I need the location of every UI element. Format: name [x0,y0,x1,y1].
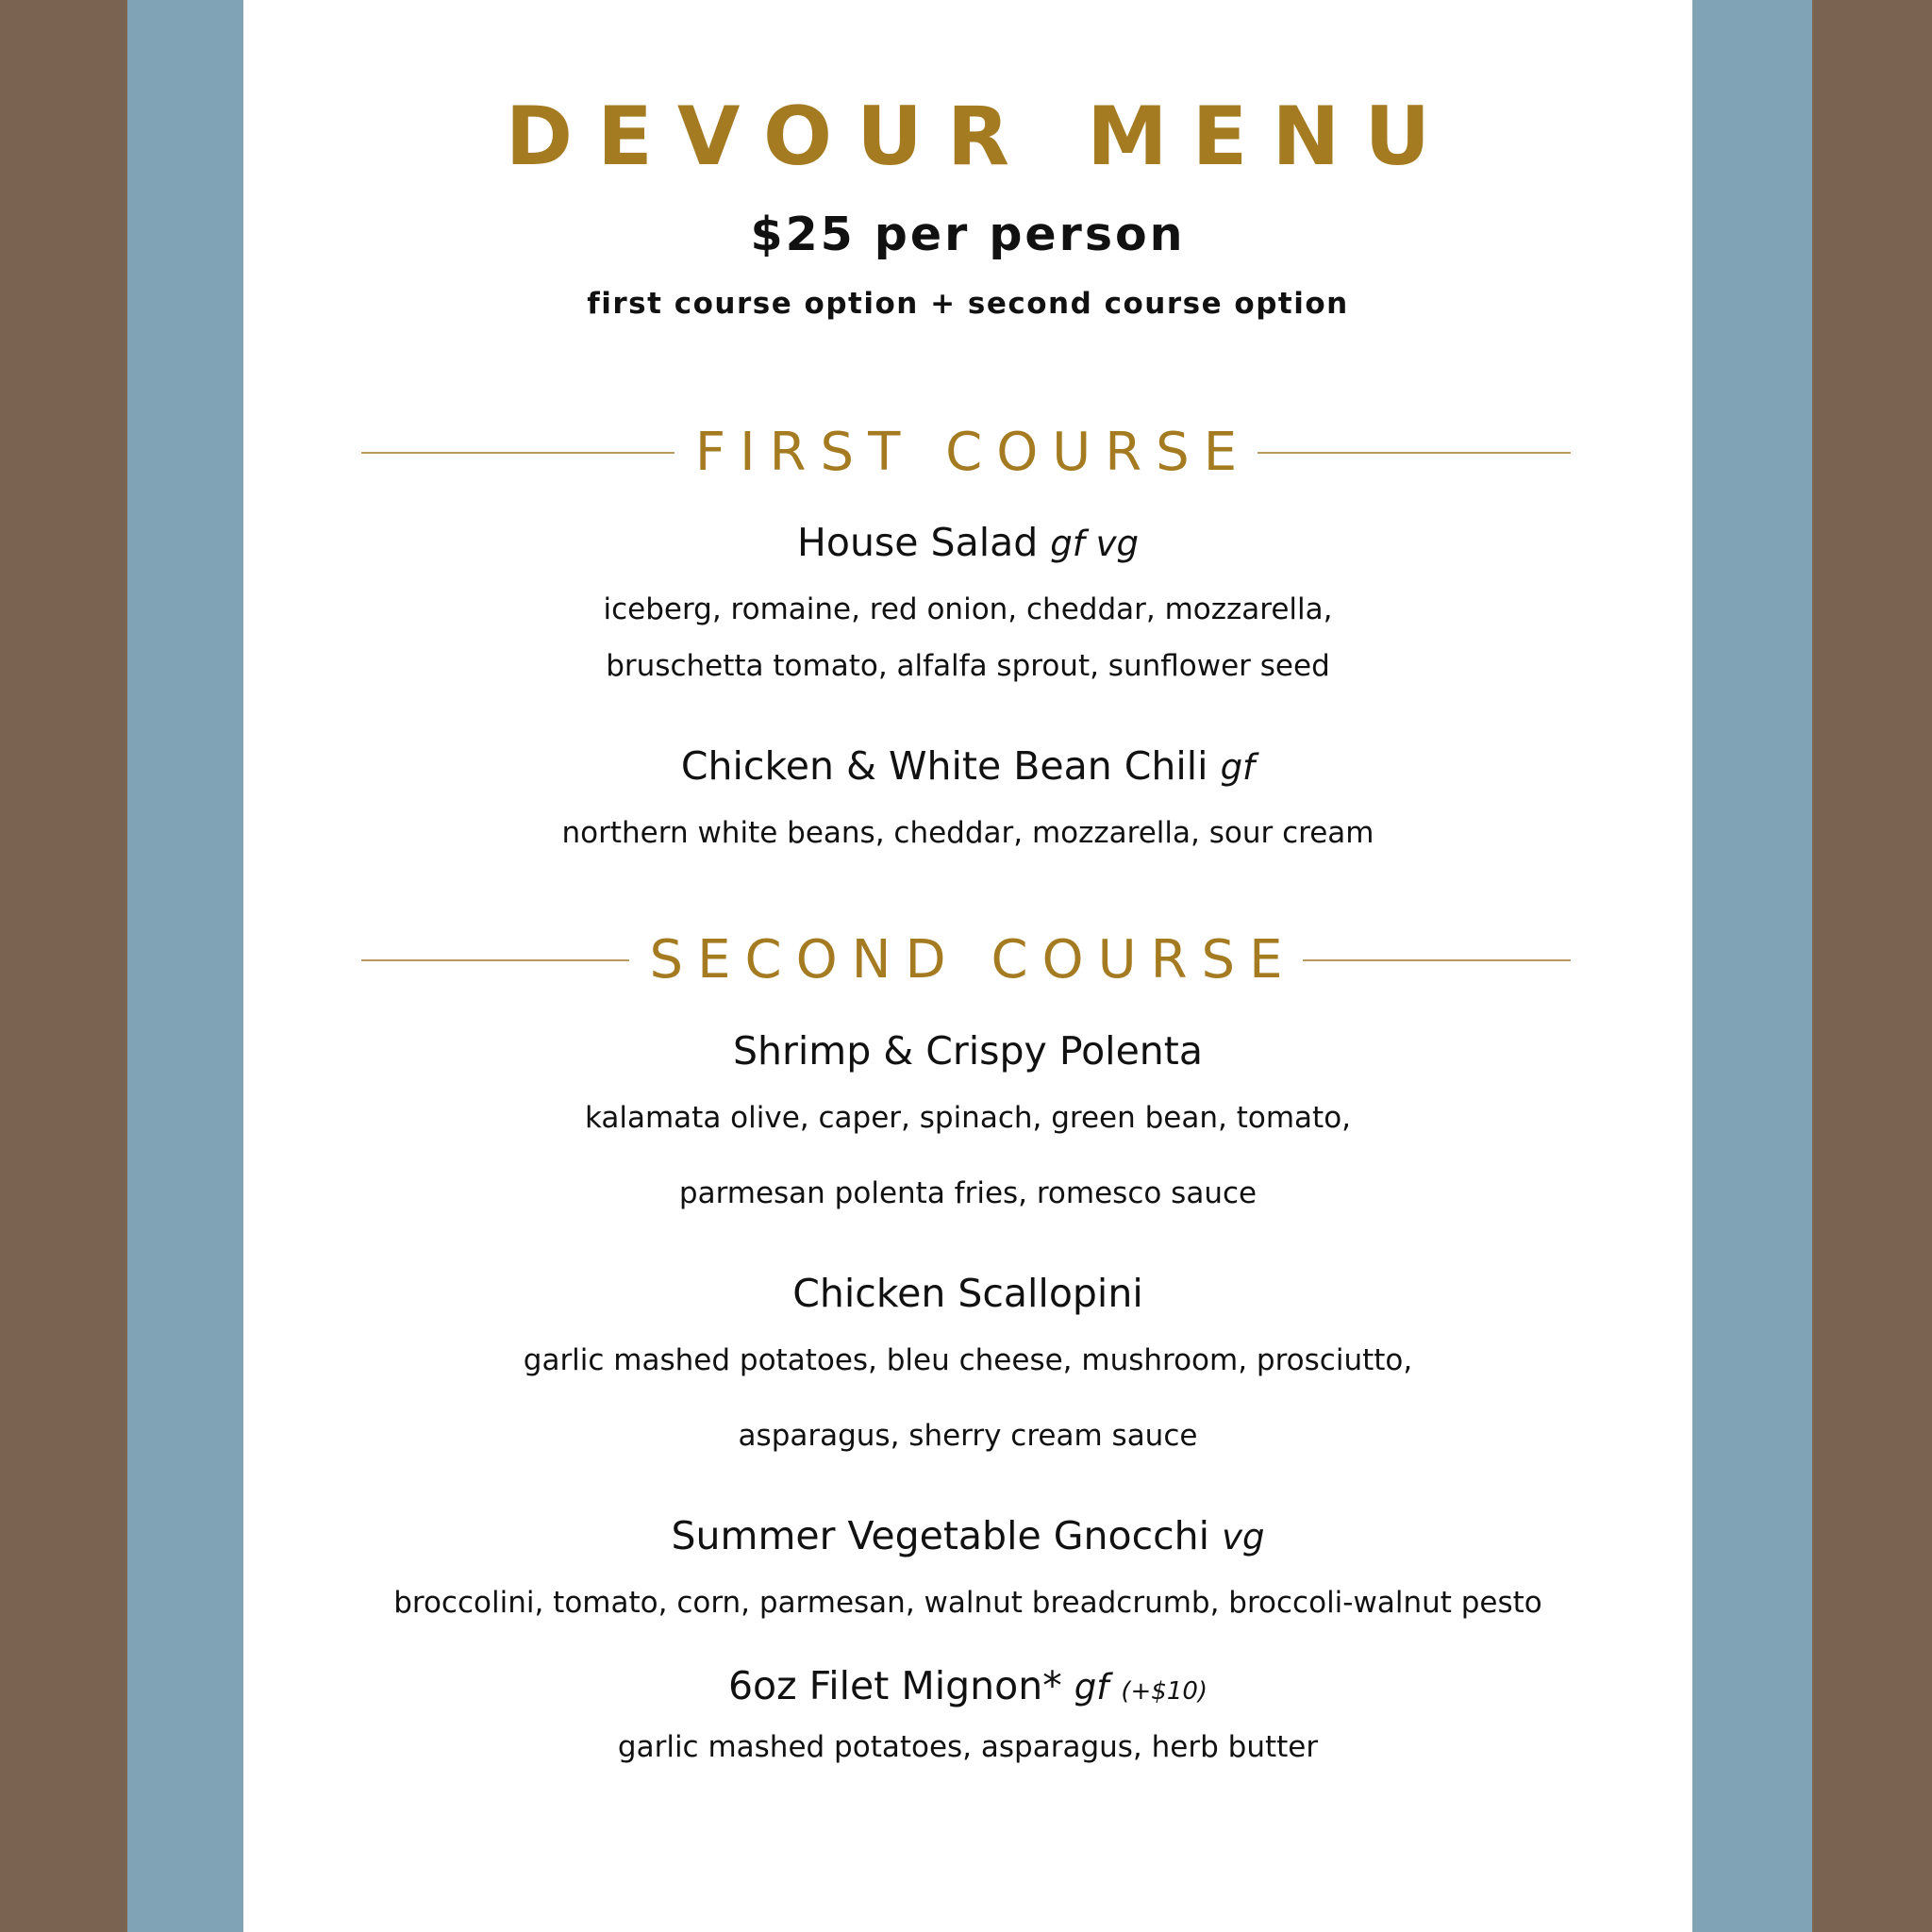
dish-description: garlic mashed potatoes, asparagus, herb butter [617,1730,1319,1764]
dish-name-house-salad [243,519,1692,568]
dietary-tags: gf [1074,1667,1109,1707]
divider-line [361,959,629,961]
divider-line [1303,959,1571,961]
dietary-tags: vg [1222,1517,1265,1557]
first-course-title: FIRST COURSE [694,422,1252,483]
dish-name-filet-mignon [243,1662,1692,1715]
first-course-header [361,420,1571,486]
second-course-header [361,927,1571,993]
dish-description: northern white beans, cheddar, mozzarella, sour cream [561,816,1374,850]
dish-description: bruschetta tomato, alfalfa sprout, sunflower seed [606,649,1330,683]
dish-name: Chicken & White Bean Chili [680,743,1208,789]
dish-description: garlic mashed potatoes, bleu cheese, mushroom, prosciutto, [523,1343,1413,1377]
dish-description: asparagus, sherry cream sauce [738,1419,1198,1453]
dish-description: parmesan polenta fries, romesco sauce [678,1176,1257,1210]
dish-name-chicken-white-bean-chili [243,742,1692,791]
dish-name-shrimp-polenta [243,1027,1692,1074]
dish-name: House Salad [797,520,1039,565]
dish-name: Chicken Scallopini [792,1271,1143,1316]
dish-name: Shrimp & Crispy Polenta [733,1028,1203,1074]
dish-name: 6oz Filet Mignon* [727,1663,1062,1708]
menu-title: DEVOUR MENU [505,90,1456,184]
dietary-tags: gf [1220,747,1256,788]
menu-sheet [243,0,1692,1932]
dish-name: Summer Vegetable Gnocchi [671,1513,1210,1558]
dish-name-summer-vegetable-gnocchi [243,1512,1692,1561]
divider-line [361,452,675,454]
divider-line [1257,452,1571,454]
second-course-title: SECOND COURSE [649,929,1297,991]
upcharge-price: (+$10) [1121,1677,1208,1706]
dish-name-chicken-scallopini [243,1270,1692,1317]
dish-description: iceberg, romaine, red onion, cheddar, mozzarella, [603,592,1333,626]
dish-description: broccolini, tomato, corn, parmesan, walnut breadcrumb, broccoli-walnut pesto [393,1586,1542,1620]
menu-price: $25 per person [750,208,1186,261]
dish-description: kalamata olive, caper, spinach, green bean, tomato, [584,1101,1352,1135]
dietary-tags: gf vg [1050,524,1139,564]
menu-subtitle: first course option + second course option [587,287,1349,321]
